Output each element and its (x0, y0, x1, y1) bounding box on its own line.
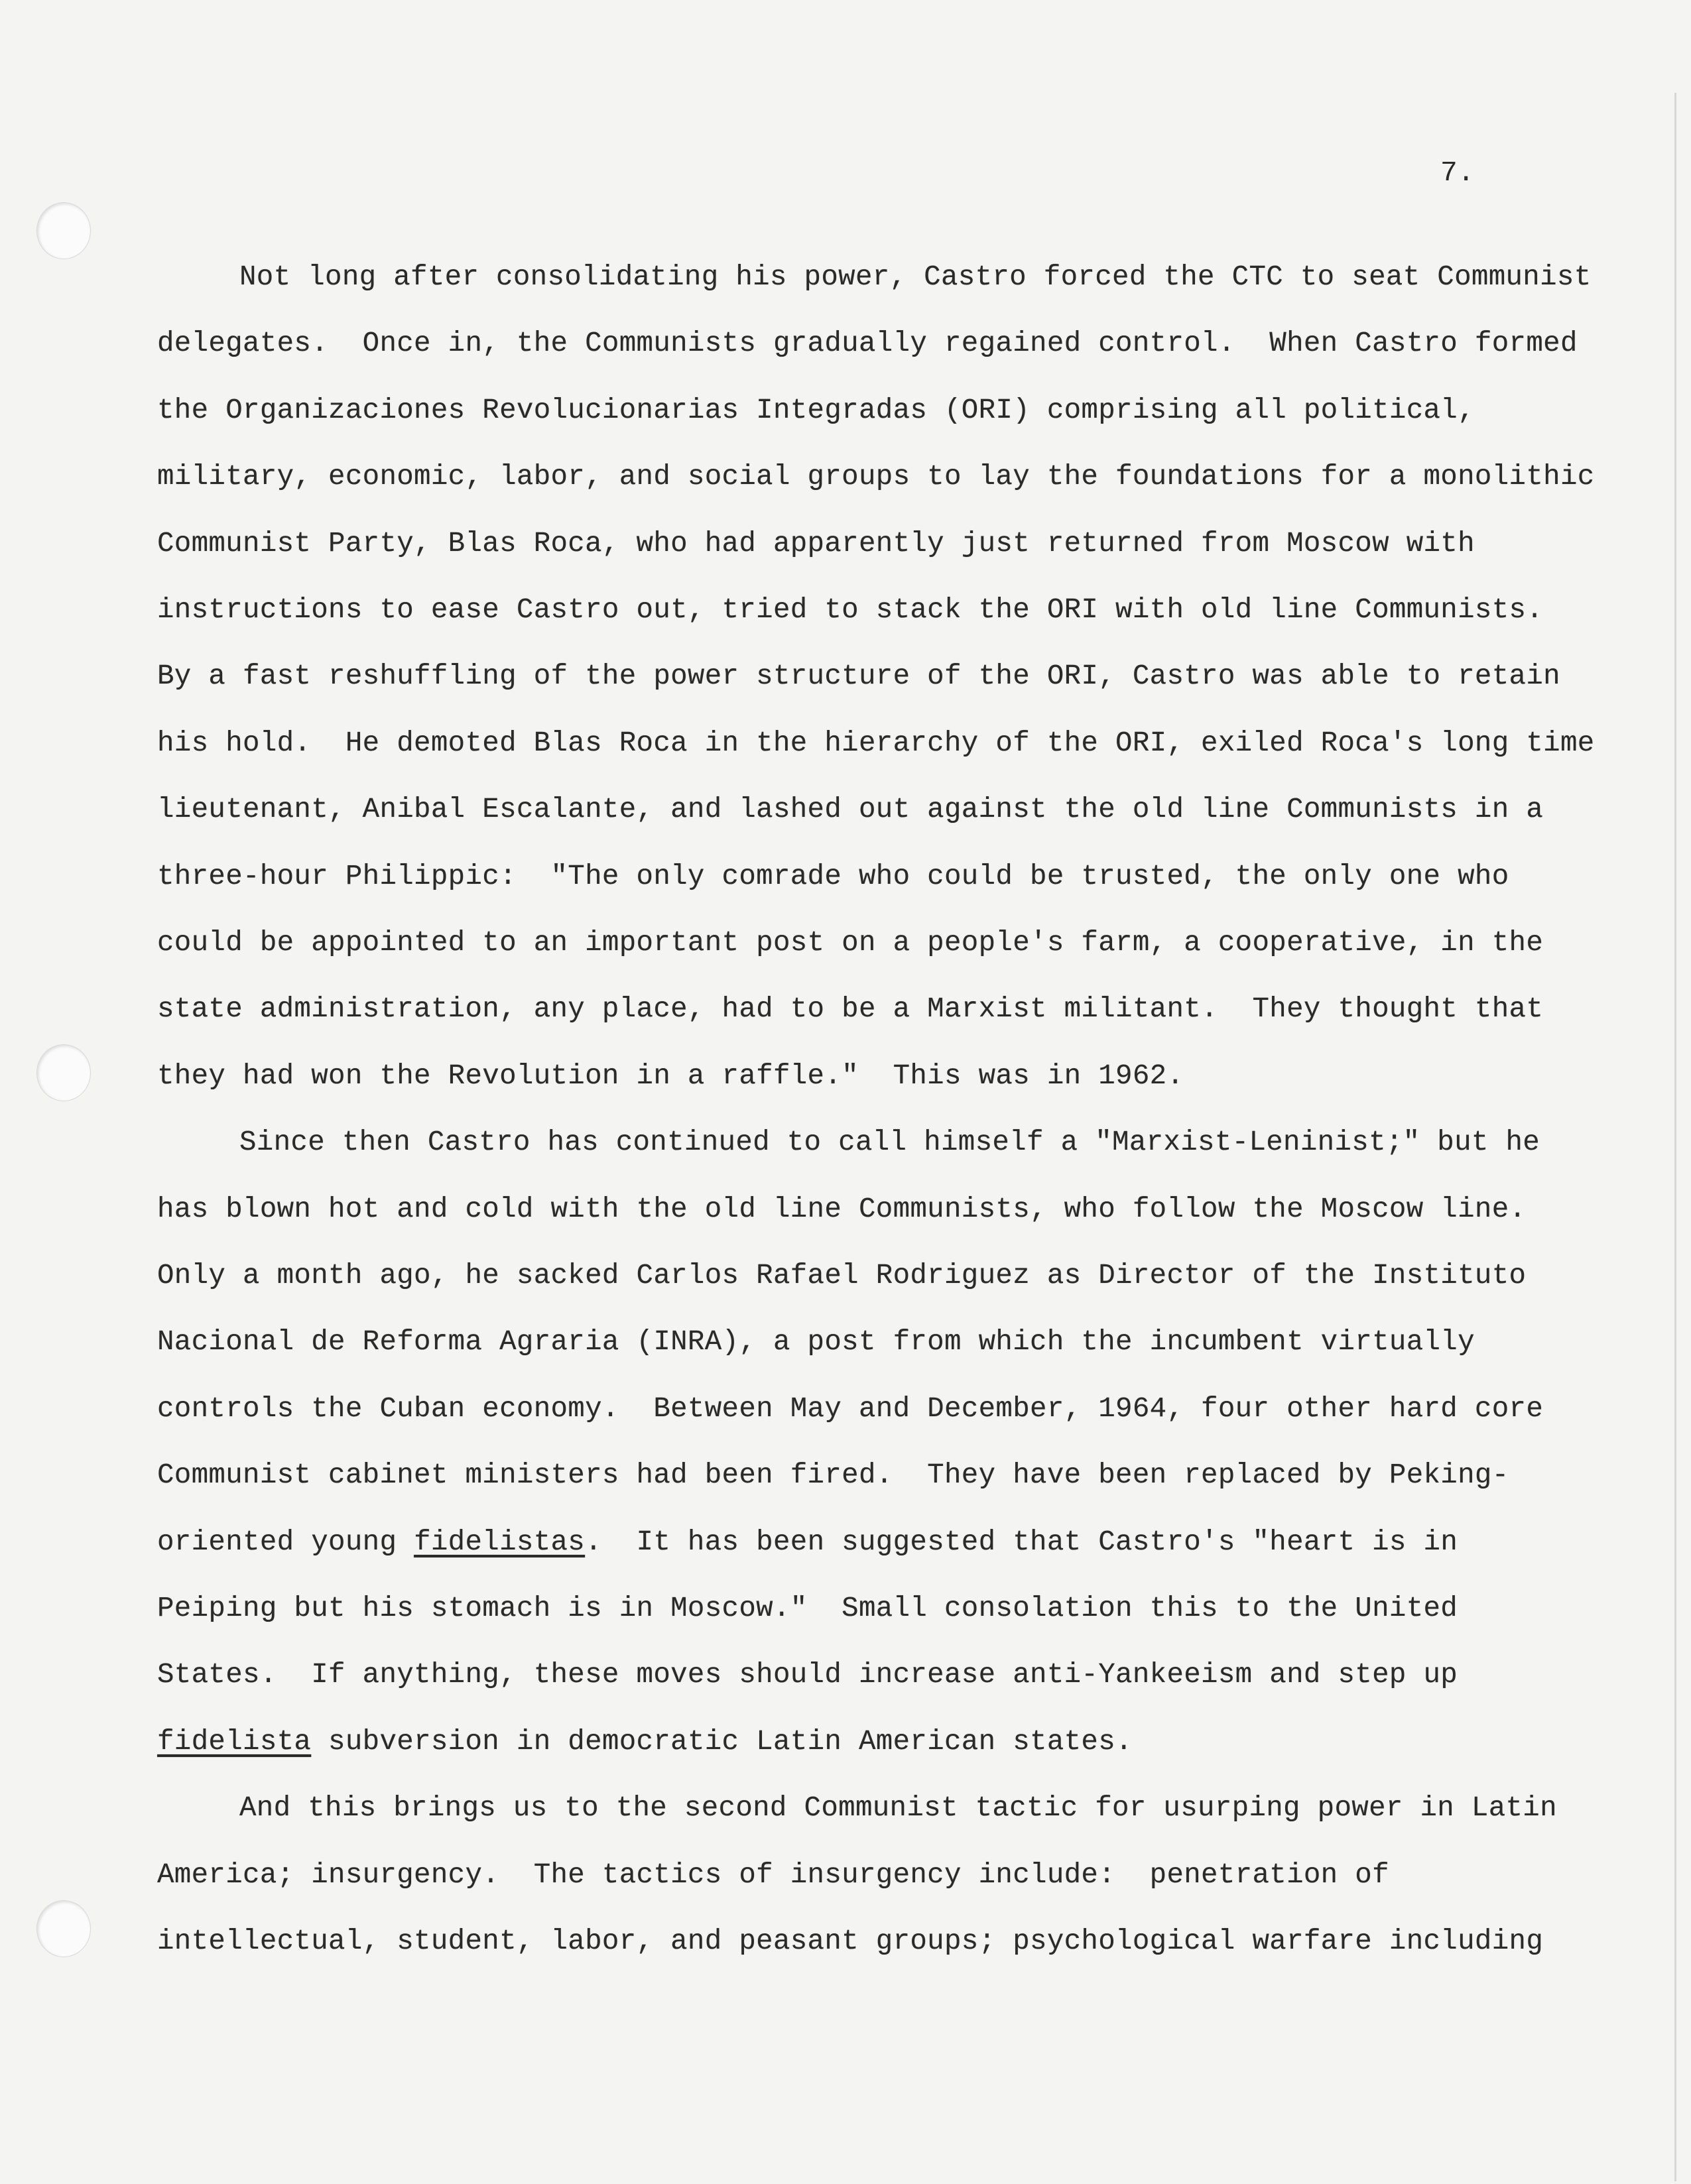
text-line: delegates. Once in, the Communists gradually regained control. When Castro formed (157, 328, 1578, 360)
text-line: intellectual, student, labor, and peasant groups; psychological warfare including (157, 1925, 1544, 1957)
page-number: 7. (1440, 156, 1475, 189)
text-line: Peiping but his stomach is in Moscow." Small consolation this to the United (157, 1593, 1458, 1624)
text-line: state administration, any place, had to be a Marxist militant. They thought that (157, 993, 1544, 1026)
text-line: they had won the Revolution in a raffle." This was in 1962. (157, 1060, 1184, 1092)
punch-hole-top (36, 202, 91, 259)
punch-hole-middle (36, 1044, 91, 1101)
text-line: Nacional de Reforma Agraria (INRA), a post from which the incumbent virtually (157, 1326, 1475, 1359)
text-line: And this brings us to the second Communist tactic for usurping power in Latin (239, 1792, 1557, 1825)
paper-edge (1674, 93, 1676, 2181)
text-line (157, 1526, 1458, 1559)
text-line: Communist Party, Blas Roca, who had apparently just returned from Moscow with (157, 527, 1475, 560)
text-line: could be appointed to an important post on a people's farm, a cooperative, in the (157, 927, 1544, 959)
text-segment: subversion in democratic Latin American states. (311, 1725, 1133, 1758)
punch-hole-bottom (36, 1900, 91, 1957)
text-line: Only a month ago, he sacked Carlos Rafael Rodriguez as Director of the Instituto (157, 1260, 1527, 1292)
text-line: instructions to ease Castro out, tried to stack the ORI with old line Communists. (157, 594, 1544, 626)
text-line: the Organizaciones Revolucionarias Integradas (ORI) comprising all political, (157, 394, 1475, 426)
text-segment: oriented young (157, 1526, 414, 1558)
text-line: Since then Castro has continued to call himself a "Marxist-Leninist;" but he (239, 1126, 1540, 1159)
underlined-term: fidelista (157, 1725, 312, 1758)
text-line: his hold. He demoted Blas Roca in the hierarchy of the ORI, exiled Roca's long time (157, 727, 1595, 759)
text-line: three-hour Philippic: "The only comrade who could be trusted, the only one who (157, 860, 1509, 892)
text-line: controls the Cuban economy. Between May and December, 1964, four other hard core (157, 1392, 1544, 1425)
text-line: Communist cabinet ministers had been fired. They have been replaced by Peking- (157, 1459, 1509, 1492)
text-line: America; insurgency. The tactics of insurgency include: penetration of (157, 1858, 1389, 1891)
text-line: lieutenant, Anibal Escalante, and lashed out against the old line Communists in a (157, 794, 1544, 826)
text-line: Not long after consolidating his power, Castro forced the CTC to seat Communist (239, 261, 1592, 293)
text-line: By a fast reshuffling of the power structure of the ORI, Castro was able to retain (157, 660, 1560, 693)
text-line: has blown hot and cold with the old line Communists, who follow the Moscow line. (157, 1193, 1527, 1225)
text-line: States. If anything, these moves should increase anti-Yankeeism and step up (157, 1659, 1458, 1691)
text-line (157, 1725, 1133, 1758)
text-line: military, economic, labor, and social groups to lay the foundations for a monolithic (157, 461, 1595, 493)
text-segment: . It has been suggested that Castro's "heart is in (585, 1526, 1458, 1558)
underlined-term: fidelistas (414, 1526, 586, 1558)
